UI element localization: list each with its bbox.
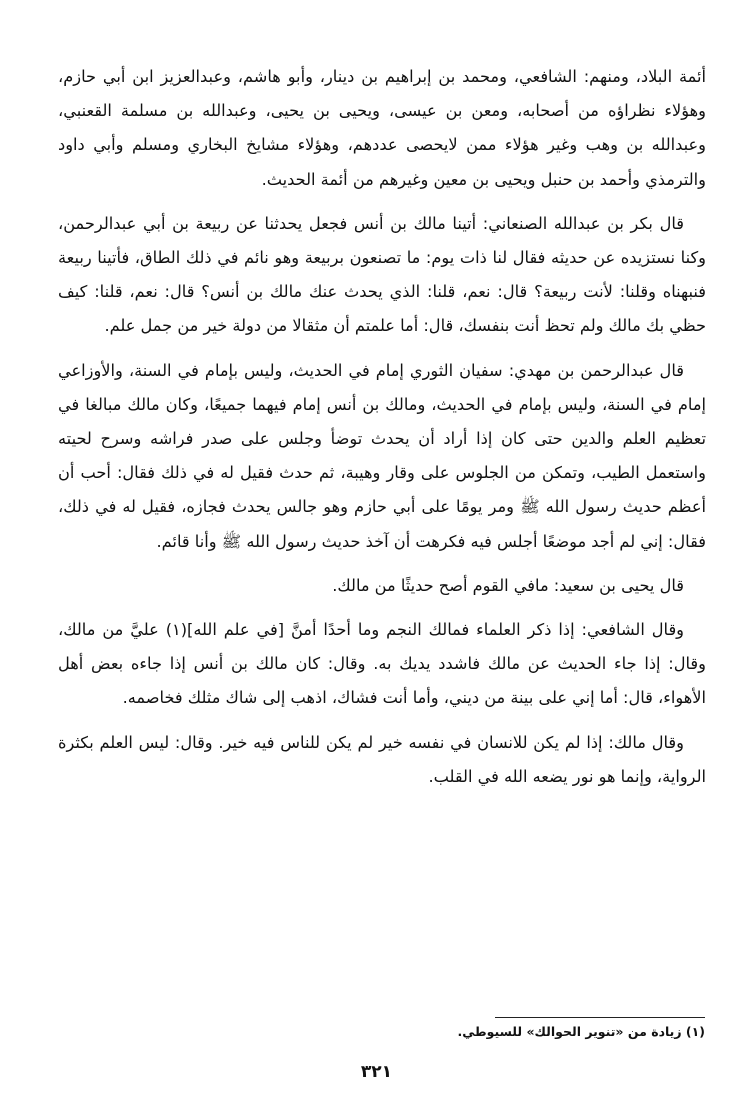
paragraph-4: قال يحيى بن سعيد: مافي القوم أصح حديثًا من مالك. bbox=[332, 575, 684, 595]
main-text bbox=[58, 60, 706, 794]
paragraph-3: قال عبدالرحمن بن مهدي: سفيان الثوري إمام في الحديث، وليس بإمام في السنة، والأوزاعي إمام في السنة، وليس بإمام في الحديث، ومالك بن أنس إمام فيهما جميعًا، وكان مالك مبالغا في تعظيم العلم والدين حتى كان إذا أراد أن يحدث توضأ وجلس على صدر فراشه وسرح لحيته واستعمل الطيب، وتمكن من الجلوس على وقار وهيبة، ثم حدث فقيل له في ذلك فقال: أحب أن أعظم حديث رسول الله ﷺ ومر يومًا على أبي حازم وهو جالس يحدث فجازه، فقيل له في ذلك، فقال: إني لم أجد موضعًا أجلس فيه فكرهت أن آخذ حديث رسول الله ﷺ وأنا قائم. bbox=[58, 360, 706, 551]
paragraph-2: قال بكر بن عبدالله الصنعاني: أتينا مالك بن أنس فجعل يحدثنا عن ربيعة بن أبي عبدالرحمن، وكنا نستزيده عن حديثه فقال لنا ذات يوم: ما تصنعون بربيعة وهو نائم في ذلك الطاق، فأتينا ربيعة فنبهناه وقلنا: لأنت ربيعة؟ قال: نعم، قلنا: الذي يحدث عنك مالك بن أنس؟ قال: نعم، قلنا: كيف حظي بك مالك ولم تحظ أنت بنفسك، قال: أما علمتم أن مثقالا من دولة خير من جمل علم. bbox=[58, 213, 706, 336]
page-number: ٣٢١ bbox=[360, 1062, 393, 1082]
footnote: (١) زيادة من «تنوير الحوالك» للسيوطي. bbox=[457, 1024, 705, 1039]
paragraph-1: أئمة البلاد، ومنهم: الشافعي، ومحمد بن إبراهيم بن دينار، وأبو هاشم، وعبدالعزيز ابن أبي حازم، وهؤلاء نظراؤه من أصحابه، ومعن بن عيسى، ويحيى بن يحيى، وعبدالله بن مسلمة القعنبي، وعبدالله بن وهب وغير هؤلاء ممن لايحصى عددهم، وهؤلاء مشايخ البخاري ومسلم وأبي داود والترمذي وأحمد بن حنبل ويحيى بن معين وغيرهم من أئمة الحديث. bbox=[58, 67, 706, 189]
footnote-divider bbox=[495, 1017, 705, 1018]
paragraph-5: وقال الشافعي: إذا ذكر العلماء فمالك النجم وما أحدًا أمنَّ [في علم الله](١) عليَّ من مالك، وقال: إذا جاء الحديث عن مالك فاشدد يديك به. وقال: كان مالك بن أنس إذا جاءه بعض أهل الأهواء، قال: أما إني على بينة من ديني، وأما أنت فشاك، اذهب إلى شاك مثلك فخاصمه. bbox=[58, 620, 706, 708]
paragraph-6: وقال مالك: إذا لم يكن للانسان في نفسه خير لم يكن للناس فيه خير. وقال: ليس العلم بكثرة الرواية، وإنما هو نور يضعه الله في القلب. bbox=[58, 732, 706, 786]
